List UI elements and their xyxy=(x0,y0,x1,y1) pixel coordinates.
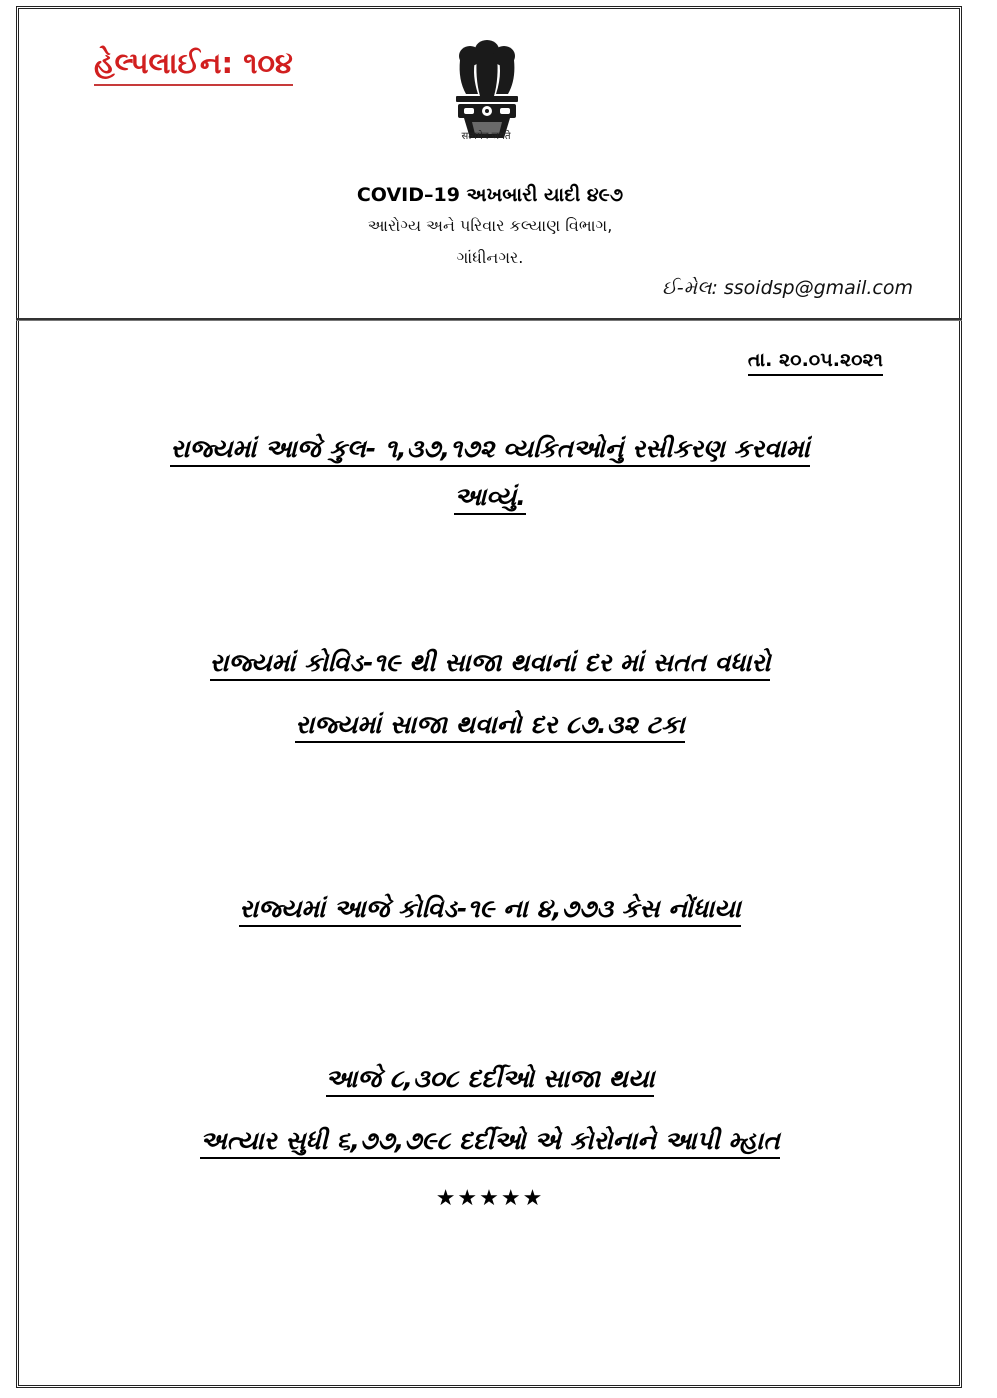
city-name: ગાંધીનગર. xyxy=(456,248,524,267)
vaccination-headline-line2: આવ્યું. xyxy=(60,480,920,514)
vaccination-headline-line1: રાજ્યમાં આજે કુલ- ૧,૩૭,૧૭૨ વ્યકિતઓનું રસીકરણ કરવામાં xyxy=(60,432,920,466)
header-divider xyxy=(16,318,962,321)
emblem-motto: सत्यमेव जयते xyxy=(461,131,511,142)
press-release-title: COVID–19 અખબારી યાદી ૪૯૭ xyxy=(356,184,624,206)
release-date: તા. ૨૦.૦૫.૨૦૨૧ xyxy=(748,346,883,376)
recovery-rate-headline-line1: રાજ્યમાં કોવિડ-૧૯ થી સાજા થવાનાં દર માં સતત વધારો xyxy=(60,646,920,680)
helpline-number: હેલ્પલાઈન: ૧૦૪ xyxy=(94,44,293,86)
new-cases-headline: રાજ્યમાં આજે કોવિડ-૧૯ ના ૪,૭૭૩ કેસ નોંધાયા xyxy=(60,892,920,926)
contact-email: ઈ-મેલ: ssoidsp@gmail.com xyxy=(662,277,913,299)
recovered-today-headline: આજે ૮,૩૦૮ દર્દીઓ સાજા થયા xyxy=(60,1062,920,1096)
recovered-total-headline: અત્યાર સુધી ૬,૭૭,૭૯૮ દર્દીઓ એ કોરોનાને આપી મ્હાત xyxy=(60,1124,920,1158)
recovery-rate-headline-line2: રાજ્યમાં સાજા થવાનો દર ૮૭.૩૨ ટકા xyxy=(60,708,920,742)
footer-stars: ★★★★★ xyxy=(435,1186,545,1211)
department-name: આરોગ્ય અને પરિવાર કલ્યાણ વિભાગ, xyxy=(367,216,613,235)
